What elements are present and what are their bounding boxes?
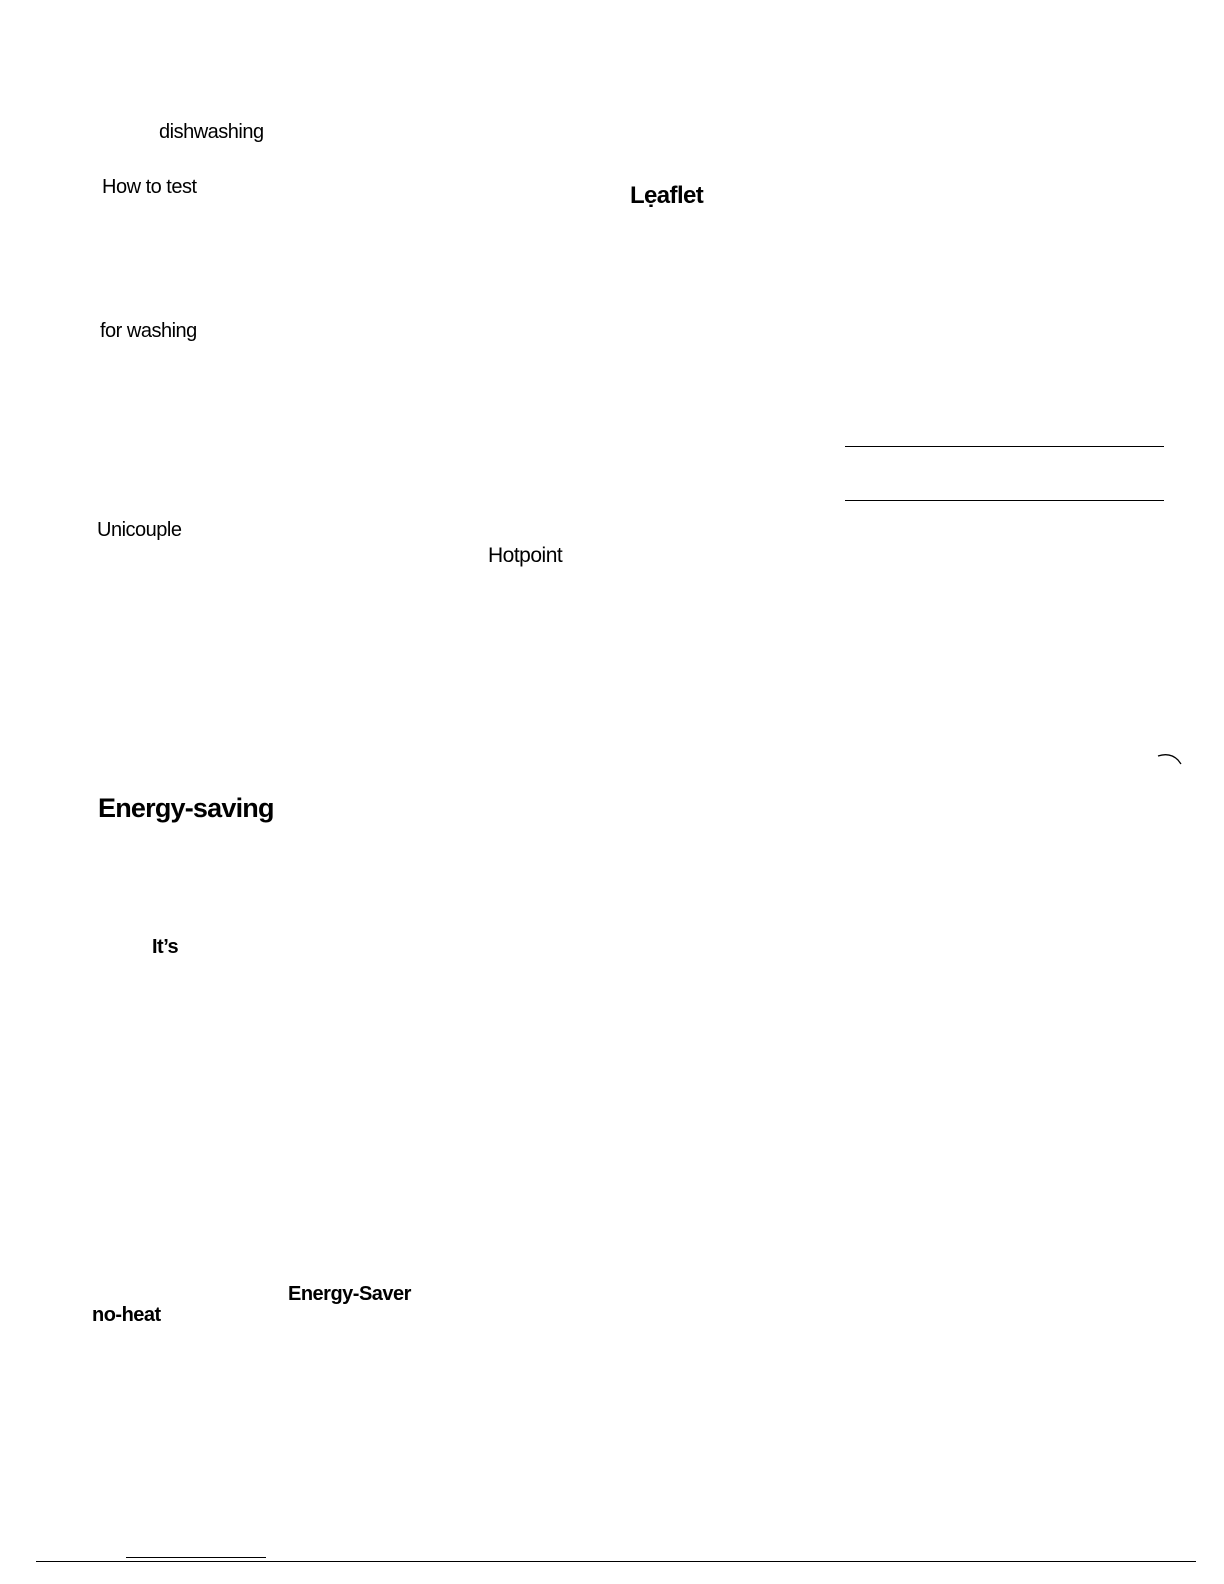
fragment-no-heat: no-heat — [92, 1304, 161, 1326]
fragment-its: It’s — [152, 936, 179, 958]
fragment-for-washing: for washing — [100, 320, 197, 342]
fragment-how-to-test: How to test — [102, 176, 197, 198]
fragment-energy-saver: Energy-Saver — [288, 1283, 411, 1305]
footer-short-rule — [126, 1557, 266, 1558]
fragment-hotpoint: Hotpoint — [488, 544, 563, 567]
footer-rule — [36, 1561, 1196, 1562]
blank-line-1 — [845, 446, 1164, 447]
blank-line-2 — [845, 500, 1164, 501]
scan-artifact-mark — [1150, 750, 1186, 770]
fragment-leaflet: Lẹaflet — [630, 182, 704, 209]
fragment-dishwashing: dishwashing — [159, 121, 264, 143]
fragment-unicouple: Unicouple — [97, 519, 182, 541]
fragment-energy-saving: Energy-saving — [98, 793, 274, 823]
